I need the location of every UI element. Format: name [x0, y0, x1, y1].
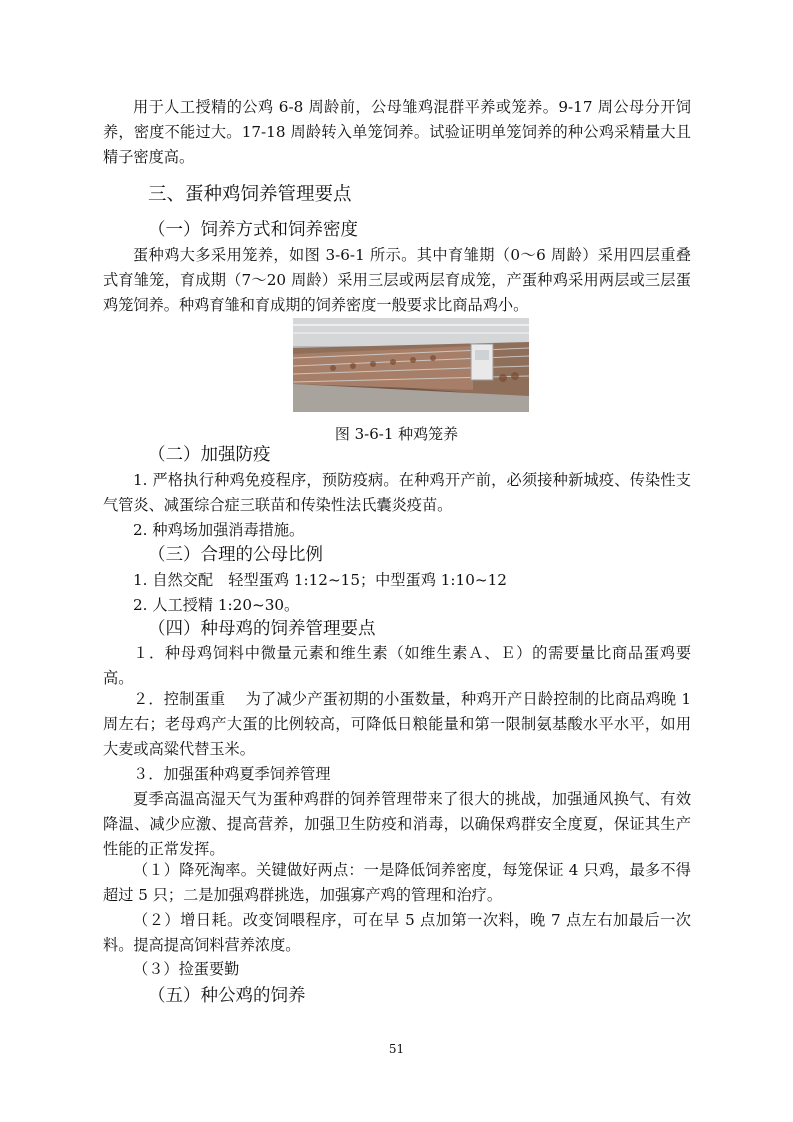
paragraph-increase-feed-intake: （２）增日耗。改变饲喂程序，可在早 5 点加第一次料，晚 7 点左右加最后一次料。提高提高饲料营养浓度。 [103, 911, 691, 954]
paragraph-summer-heat: 夏季高温高湿天气为蛋种鸡群的饲养管理带来了很大的挑战，加强通风换气、有效降温、减少应激、提高营养，加强卫生防疫和消毒，以确保鸡群安全度夏，保证其生产性能的正常发挥。 [103, 790, 691, 858]
paragraph-artificial-insemination-ratio: 2. 人工授精 1:20~30。 [133, 596, 300, 614]
paragraph-semen-cock-rearing: 用于人工授精的公鸡 6-8 周龄前，公母雏鸡混群平养或笼养。9-17 周公母分开饲养，密度不能过大。17-18 周龄转入单笼饲养。试验证明单笼饲养的种公鸡采精量大且精子密度高。 [103, 98, 691, 166]
paragraph-summer-management-title: ３．加强蛋种鸡夏季饲养管理 [133, 765, 331, 783]
paragraph-reduce-mortality: （１）降死淘率。关键做好两点：一是降低饲养密度，每笼保证 4 只鸡，最多不得超过 5 只；二是加强鸡群挑选，加强寡产鸡的管理和治疗。 [103, 861, 691, 904]
subsection-heading-4: （四）种母鸡的饲养管理要点 [148, 619, 376, 639]
paragraph-egg-collection: （３）捡蛋要勤 [133, 960, 240, 978]
paragraph-cage-rearing: 蛋种鸡大多采用笼养，如图 3-6-1 所示。其中育雏期（0～6 周龄）采用四层重叠式育雏笼，育成期（7～20 周龄）采用三层或两层育成笼，产蛋种鸡采用两层或三层蛋鸡笼饲养。种鸡育雏和育成期的饲养密度一般要求比商品鸡小。 [103, 246, 691, 314]
subsection-heading-1: （一）饲养方式和饲养密度 [148, 220, 358, 240]
paragraph-egg-weight-control: ２．控制蛋重 为了减少产蛋初期的小蛋数量，种鸡开产日龄控制的比商品鸡晚 1 周左右；老母鸡产大蛋的比例较高，可降低日粮能量和第一限制氨基酸水平水平，如用大麦或高粱代替玉米。 [103, 690, 691, 758]
paragraph-natural-mating-ratio: 1. 自然交配 轻型蛋鸡 1:12~15；中型蛋鸡 1:10~12 [133, 571, 507, 589]
paragraph-hen-feed-nutrients: １．种母鸡饲料中微量元素和维生素（如维生素Ａ、Ｅ）的需要量比商品蛋鸡要高。 [103, 644, 692, 687]
paragraph-immunization: 1. 严格执行种鸡免疫程序，预防疫病。在种鸡开产前，必须接种新城疫、传染性支气管炎、减蛋综合症三联苗和传染性法氏囊炎疫苗。 [103, 471, 691, 514]
page-number: 51 [388, 1042, 405, 1056]
subsection-heading-5: （五）种公鸡的饲养 [148, 986, 306, 1006]
section-heading-3: 三、蛋种鸡饲养管理要点 [148, 184, 352, 205]
figure-caged-breeder-hens [293, 318, 529, 412]
subsection-heading-3: （三）合理的公母比例 [148, 545, 323, 565]
photo-cage-rows [293, 318, 529, 412]
paragraph-disinfection: 2. 种鸡场加强消毒措施。 [133, 521, 305, 539]
figure-caption: 图 3-6-1 种鸡笼养 [334, 425, 459, 443]
subsection-heading-2: （二）加强防疫 [148, 445, 271, 465]
